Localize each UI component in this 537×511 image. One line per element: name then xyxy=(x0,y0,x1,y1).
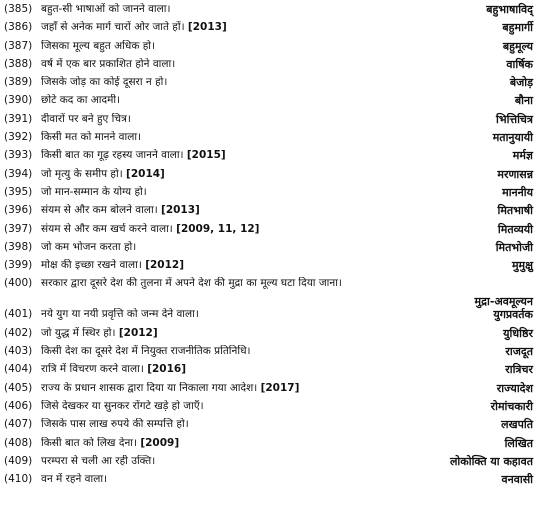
one-word-answer: वार्षिक xyxy=(506,57,533,71)
exam-year: [2009] xyxy=(140,436,180,449)
entry-number: (408) xyxy=(4,436,33,449)
definition-text: किसी मत को मानने वाला। xyxy=(41,131,142,144)
list-item xyxy=(4,131,533,149)
definition-text: जो मान-सम्मान के योग्य हो। xyxy=(41,185,147,198)
one-word-answer: रात्रिचर xyxy=(505,363,533,377)
entry-number: (395) xyxy=(4,185,33,198)
one-word-answer: मितभोजी xyxy=(495,240,533,254)
entry-definition xyxy=(41,149,473,162)
definition-text: जिसके जोड़ का कोई दूसरा न हो। xyxy=(41,76,168,89)
definition-text: छोटे कद का आदमी। xyxy=(41,94,121,107)
list-item xyxy=(4,3,533,21)
exam-year: [2017] xyxy=(260,381,300,394)
list-item xyxy=(4,76,533,94)
one-word-answer: लोकोक्ति या कहावत xyxy=(449,454,533,468)
entry-definition xyxy=(41,437,473,450)
definition-text: जिसके पास लाख रुपये की सम्पत्ति हो। xyxy=(41,418,189,431)
one-word-answer: मुद्रा-अवमूल्यन xyxy=(474,295,533,309)
one-word-answer: मतानुयायी xyxy=(492,131,533,145)
entry-number: (404) xyxy=(4,363,33,376)
exam-year: [2009, 11, 12] xyxy=(176,222,260,235)
list-item xyxy=(4,345,533,363)
exam-year: [2016] xyxy=(147,363,187,376)
entry-number: (387) xyxy=(4,39,33,52)
entry-definition xyxy=(41,241,473,254)
entry-number: (386) xyxy=(4,21,33,34)
entry-number: (388) xyxy=(4,57,33,70)
definition-text: वर्ष में एक बार प्रकाशित होने वाला। xyxy=(41,57,176,70)
list-item xyxy=(4,327,533,345)
entry-number: (392) xyxy=(4,131,33,144)
list-item xyxy=(4,455,533,473)
entry-definition xyxy=(41,58,473,71)
entry-number: (397) xyxy=(4,222,33,235)
one-word-answer: मितव्ययी xyxy=(497,222,533,236)
list-item xyxy=(4,21,533,39)
list-item xyxy=(4,400,533,418)
definition-text: किसी बात को लिख देना। xyxy=(41,436,137,449)
entry-definition xyxy=(41,259,473,272)
definition-text: संयम से और कम खर्च करने वाला। xyxy=(41,222,173,235)
definition-text: मोक्ष की इच्छा रखने वाला। xyxy=(41,259,142,272)
entry-number: (407) xyxy=(4,418,33,431)
entry-definition xyxy=(41,277,473,290)
entry-definition xyxy=(41,113,473,126)
definition-text: परम्परा से चली आ रही उक्ति। xyxy=(41,454,156,467)
definition-text: जिसे देखकर या सुनकर रोंगटे खड़े हो जाएँ। xyxy=(41,399,204,412)
list-item xyxy=(4,149,533,167)
one-word-answer: लखपति xyxy=(501,418,533,432)
entry-number: (398) xyxy=(4,240,33,253)
entry-definition xyxy=(41,3,473,16)
entry-number: (390) xyxy=(4,94,33,107)
list-item xyxy=(4,40,533,58)
list-item xyxy=(4,437,533,455)
exam-year: [2012] xyxy=(118,326,158,339)
list-item xyxy=(4,186,533,204)
entry-definition xyxy=(41,345,473,358)
entry-definition xyxy=(41,308,473,321)
list-item xyxy=(4,277,533,308)
entry-number: (402) xyxy=(4,326,33,339)
one-word-answer: युधिष्ठिर xyxy=(503,326,533,340)
entry-definition xyxy=(41,327,473,340)
entry-number: (403) xyxy=(4,345,33,358)
list-item xyxy=(4,241,533,259)
entry-definition xyxy=(41,186,473,199)
entry-number: (391) xyxy=(4,112,33,125)
one-word-answer: मरणासन्न xyxy=(497,167,533,181)
exam-year: [2014] xyxy=(126,167,165,180)
word-list xyxy=(4,3,533,491)
entry-definition xyxy=(41,94,473,107)
definition-text: जो मृत्यु के समीप हो। xyxy=(41,167,123,180)
exam-year: [2012] xyxy=(145,259,185,272)
entry-number: (396) xyxy=(4,204,33,217)
list-item xyxy=(4,204,533,222)
one-word-answer: वनवासी xyxy=(501,473,533,487)
one-word-answer: बहुमार्गी xyxy=(502,21,533,35)
entry-number: (406) xyxy=(4,399,33,412)
one-word-answer: लिखित xyxy=(504,436,533,450)
definition-text: दीवारों पर बने हुए चित्र। xyxy=(41,112,131,125)
entry-definition xyxy=(41,418,473,431)
exam-year: [2015] xyxy=(186,149,226,162)
entry-definition xyxy=(41,455,450,468)
entry-definition xyxy=(41,223,473,236)
definition-text: बहुत-सी भाषाओं को जानने वाला। xyxy=(41,3,171,15)
one-word-answer: रोमांचकारी xyxy=(490,399,533,413)
list-item xyxy=(4,418,533,436)
one-word-answer: माननीय xyxy=(502,185,533,199)
one-word-answer: राज्यादेश xyxy=(496,381,533,395)
definition-text: किसी बात का गूढ़ रहस्य जानने वाला। xyxy=(41,149,184,162)
list-item xyxy=(4,308,533,326)
entry-definition xyxy=(41,204,473,217)
entry-number: (409) xyxy=(4,454,33,467)
list-item xyxy=(4,259,533,277)
one-word-answer: बहुभाषाविद् xyxy=(486,3,533,16)
definition-text: राज्य के प्रधान शासक द्वारा दिया या निकाला गया आदेश। xyxy=(41,381,258,394)
entry-definition xyxy=(41,131,473,144)
entry-definition xyxy=(41,40,473,53)
entry-number: (394) xyxy=(4,167,33,180)
list-item xyxy=(4,58,533,76)
entry-number: (385) xyxy=(4,3,33,15)
entry-number: (393) xyxy=(4,149,33,162)
list-item xyxy=(4,223,533,241)
one-word-answer: मर्मज्ञ xyxy=(512,149,533,163)
entry-definition xyxy=(41,382,473,395)
entry-number: (389) xyxy=(4,76,33,89)
entry-number: (401) xyxy=(4,308,33,321)
definition-text: जहाँ से अनेक मार्ग चारों ओर जाते हों। xyxy=(41,21,185,34)
definition-text: सरकार द्वारा दूसरे देश की तुलना में अपने देश की मुद्रा का मूल्य घटा दिया जाना। xyxy=(41,277,342,290)
one-word-answer: राजदूत xyxy=(505,345,533,359)
definition-text: रात्रि में विचरण करने वाला। xyxy=(41,363,144,376)
list-item xyxy=(4,94,533,112)
one-word-answer: बहुमूल्य xyxy=(502,39,533,53)
entry-number: (405) xyxy=(4,381,33,394)
list-item xyxy=(4,113,533,131)
definition-text: वन में रहने वाला। xyxy=(41,473,108,486)
exam-year: [2013] xyxy=(161,204,200,217)
definition-text: किसी देश का दूसरे देश में नियुक्त राजनीतिक प्रतिनिधि। xyxy=(41,345,251,358)
definition-text: जो युद्ध में स्थिर हो। xyxy=(41,326,116,339)
one-word-answer: भित्तिचित्र xyxy=(496,112,533,126)
entry-definition xyxy=(41,76,473,89)
list-item xyxy=(4,168,533,186)
entry-definition xyxy=(41,363,473,376)
definition-text: जिसका मूल्य बहुत अधिक हो। xyxy=(41,39,156,52)
entry-definition xyxy=(41,168,473,181)
one-word-answer: बेजोड़ xyxy=(509,76,533,90)
list-item xyxy=(4,473,533,491)
one-word-answer: मितभाषी xyxy=(497,204,533,218)
list-item xyxy=(4,363,533,381)
entry-number: (399) xyxy=(4,259,33,272)
one-word-answer: बौना xyxy=(514,94,533,108)
list-item xyxy=(4,382,533,400)
definition-text: नये युग या नयी प्रवृत्ति को जन्म देने वाला। xyxy=(41,308,199,321)
definition-text: संयम से और कम बोलने वाला। xyxy=(41,204,158,217)
entry-number: (410) xyxy=(4,473,33,486)
entry-definition xyxy=(41,21,473,34)
one-word-answer: मुमुक्षु xyxy=(511,259,533,273)
entry-number: (400) xyxy=(4,277,33,290)
definition-text: जो कम भोजन करता हो। xyxy=(41,240,137,253)
one-word-answer: युगप्रवर्तक xyxy=(493,308,533,322)
exam-year: [2013] xyxy=(187,21,227,34)
entry-definition xyxy=(41,473,473,486)
entry-definition xyxy=(41,400,473,413)
